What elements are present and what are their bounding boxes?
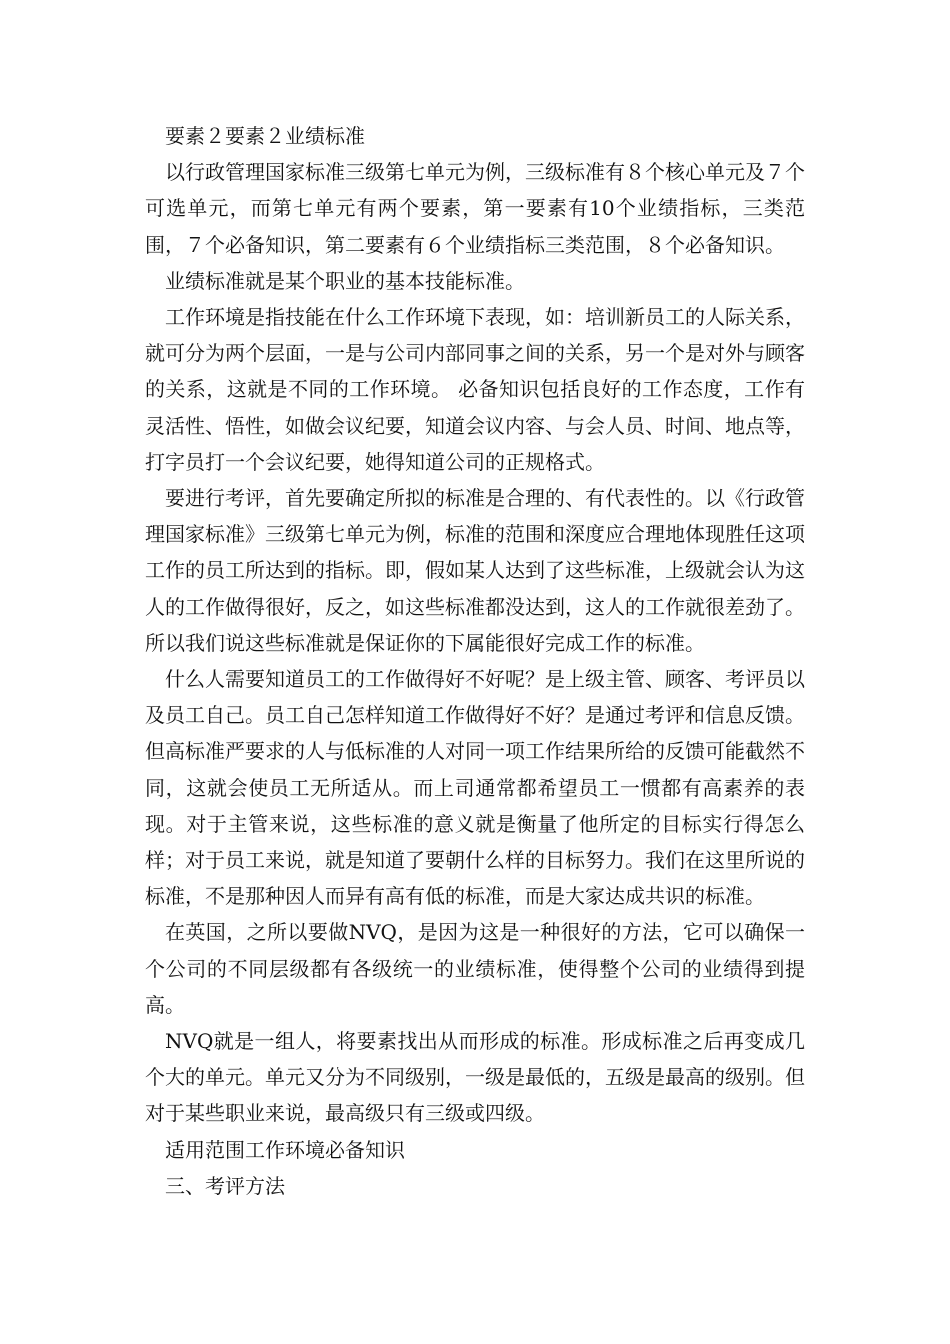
paragraph-heading-element-2: 要素２要素２业绩标准 [165,124,365,148]
paragraph-performance-standard-definition: 业绩标准就是某个职业的基本技能标准。 [165,268,525,293]
section-heading-assessment-method: 三、考评方法 [165,1173,285,1198]
paragraph-work-environment: 工作环境是指技能在什么工作环境下表现，如：培训新员工的人际关系，就可分为两个层面，一是与公司内部同事之间的关系，另一个是对外与顾客的关系，这就是不同的工作环境。 必备知识包括良好的工作态度，工作有灵活性、悟性，如做会议纪要，知道会议内容、与会人员、时间、地点等，打字员打一个会议纪要，她得知道公司的正规格式。 [145,305,805,474]
paragraph-assessment-standard: 要进行考评，首先要确定所拟的标准是合理的、有代表性的。以《行政管理国家标准》三级第七单元为例，标准的范围和深度应合理地体现胜任这项工作的员工所达到的指标。即，假如某人达到了这些标准，上级就会认为这人的工作做得很好，反之，如这些标准都没达到，这人的工作就很差劲了。所以我们说这些标准就是保证你的下属能很好完成工作的标准。 [145,486,805,655]
document-body [145,118,805,1204]
paragraph-nvq-definition: NVQ就是一组人，将要素找出从而形成的标准。形成标准之后再变成几个大的单元。单元又分为不同级别，一级是最低的，五级是最高的级别。但对于某些职业来说，最高级只有三级或四级。 [145,1029,805,1126]
paragraph-example-unit-seven: 以行政管理国家标准三级第七单元为例，三级标准有８个核心单元及７个可选单元，而第七单元有两个要素，第一要素有10个业绩指标，三类范围，７个必备知识，第二要素有６个业绩指标三类范围，８个必备知识。 [145,160,805,257]
paragraph-scope-environment-knowledge: 适用范围工作环境必备知识 [165,1137,405,1162]
paragraph-nvq-in-uk: 在英国，之所以要做NVQ，是因为这是一种很好的方法，它可以确保一个公司的不同层级都有各级统一的业绩标准，使得整个公司的业绩得到提高。 [145,920,805,1017]
paragraph-who-needs-to-know: 什么人需要知道员工的工作做得好不好呢？是上级主管、顾客、考评员以及员工自己。员工自己怎样知道工作做得好不好？是通过考评和信息反馈。但高标准严要求的人与低标准的人对同一项工作结果所给的反馈可能截然不同，这就会使员工无所适从。而上司通常都希望员工一惯都有高素养的表现。对于主管来说，这些标准的意义就是衡量了他所定的目标实行得怎么样；对于员工来说，就是知道了要朝什么样的目标努力。我们在这里所说的标准，不是那种因人而异有高有低的标准，而是大家达成共识的标准。 [145,667,805,909]
